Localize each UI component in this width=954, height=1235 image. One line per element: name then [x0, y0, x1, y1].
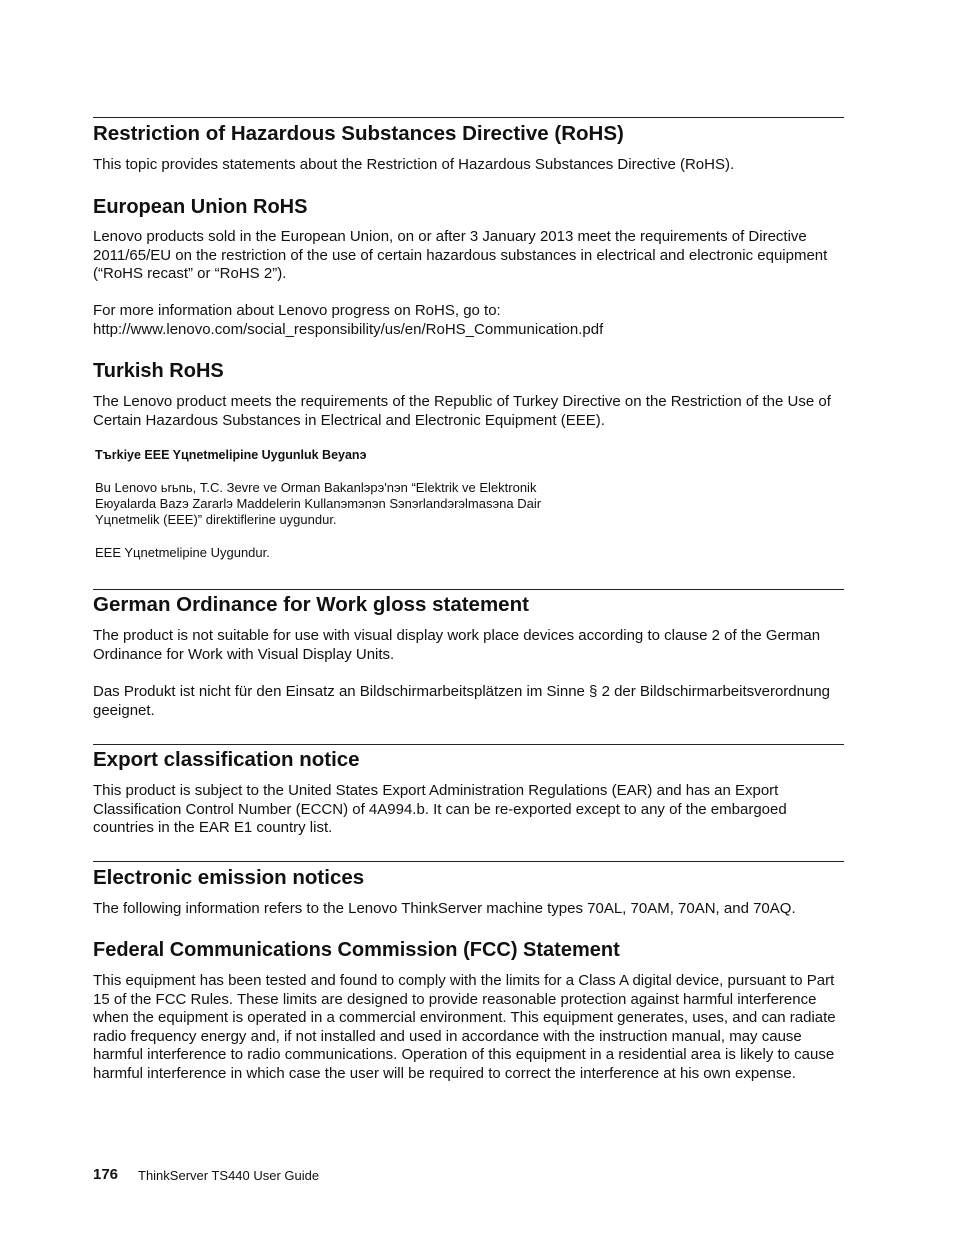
subsection-title-turkish-rohs: Turkish RoHS — [93, 360, 224, 382]
fcc-paragraph: This equipment has been tested and found to comply with the limits for a Class A digital device, pursuant to Part 15 of the FCC Rules. These limits are designed to provide reasonable protection against harmful interference when the equipment is operated in a commercial environment. This equipment generates, uses, and can radiate radio frequency energy and, if not installed and used in accordance with the instruction manual, may cause harmful interference to radio communications. Operation of this equipment in a residential area is likely to cause harmful interference in which case the user will be required to correct the interference at his own expense. — [93, 972, 836, 1082]
document-title: ThinkServer TS440 User Guide — [138, 1168, 320, 1183]
section-title-german: German Ordinance for Work gloss statement — [93, 593, 529, 616]
section-divider — [93, 117, 844, 118]
section-divider — [93, 861, 844, 862]
eu-rohs-paragraph: Lenovo products sold in the European Union, on or after 3 January 2013 meet the requirements of Directive 2011/65/EU on the restriction of the use of certain hazardous substances in electrical and electronic equipment (“RoHS recast” or “RoHS 2”). — [93, 228, 828, 283]
turkish-declaration-text: Bu Lenovo ьrьnь, T.C. Зevre ve Orman Bakanlэрэ'nэn “Elektrik ve Elektronik Eюyalarda Bazэ Zararlэ Maddelerin Kullanэmэnэn Sэnэrlandэrэlmasэna Dair Yцnetmelik (EEE)” direktiflerine uygundur. — [95, 480, 542, 527]
subsection-title-fcc: Federal Communications Commission (FCC) Statement — [93, 939, 620, 961]
page-number: 176 — [93, 1166, 119, 1183]
section-title-export: Export classification notice — [93, 748, 360, 771]
turkish-declaration-title: Tъrkiye EEE Yцnetmelipine Uygunluk Beyanэ — [95, 448, 367, 462]
german-paragraph-de: Das Produkt ist nicht für den Einsatz an Bildschirmarbeitsplätzen im Sinne § 2 der Bildschirmarbeitsverordnung geeignet. — [93, 683, 831, 719]
section-title-emission: Electronic emission notices — [93, 866, 365, 889]
rohs-intro: This topic provides statements about the Restriction of Hazardous Substances Directive (RoHS). — [93, 156, 735, 173]
emission-paragraph: The following information refers to the Lenovo ThinkServer machine types 70AL, 70AM, 70AN, and 70AQ. — [93, 900, 796, 917]
eu-rohs-more-info — [93, 302, 845, 339]
section-divider — [93, 589, 844, 590]
export-paragraph: This product is subject to the United States Export Administration Regulations (EAR) and has an Export Classification Control Number (ECCN) of 4A994.b. It can be re-exported except to any of the embargoed countries in the EAR E1 country list. — [93, 782, 787, 837]
more-info-text: For more information about Lenovo progress on RoHS, go to: — [93, 302, 501, 319]
subsection-title-eu-rohs: European Union RoHS — [93, 196, 308, 218]
rohs-url-link[interactable]: http://www.lenovo.com/social_responsibility/us/en/RoHS_Communication.pdf — [93, 320, 604, 338]
turkish-rohs-paragraph: The Lenovo product meets the requirements of the Republic of Turkey Directive on the Restriction of the Use of Certain Hazardous Substances in Electrical and Electronic Equipment (EEE). — [93, 393, 831, 429]
german-paragraph-en: The product is not suitable for use with visual display work place devices according to clause 2 of the German Ordinance for Work with Visual Display Units. — [93, 627, 821, 663]
turkish-declaration-footer: EEE Yцnetmelipine Uygundur. — [95, 545, 270, 560]
section-title-rohs: Restriction of Hazardous Substances Directive (RoHS) — [93, 122, 624, 145]
section-divider — [93, 744, 844, 745]
